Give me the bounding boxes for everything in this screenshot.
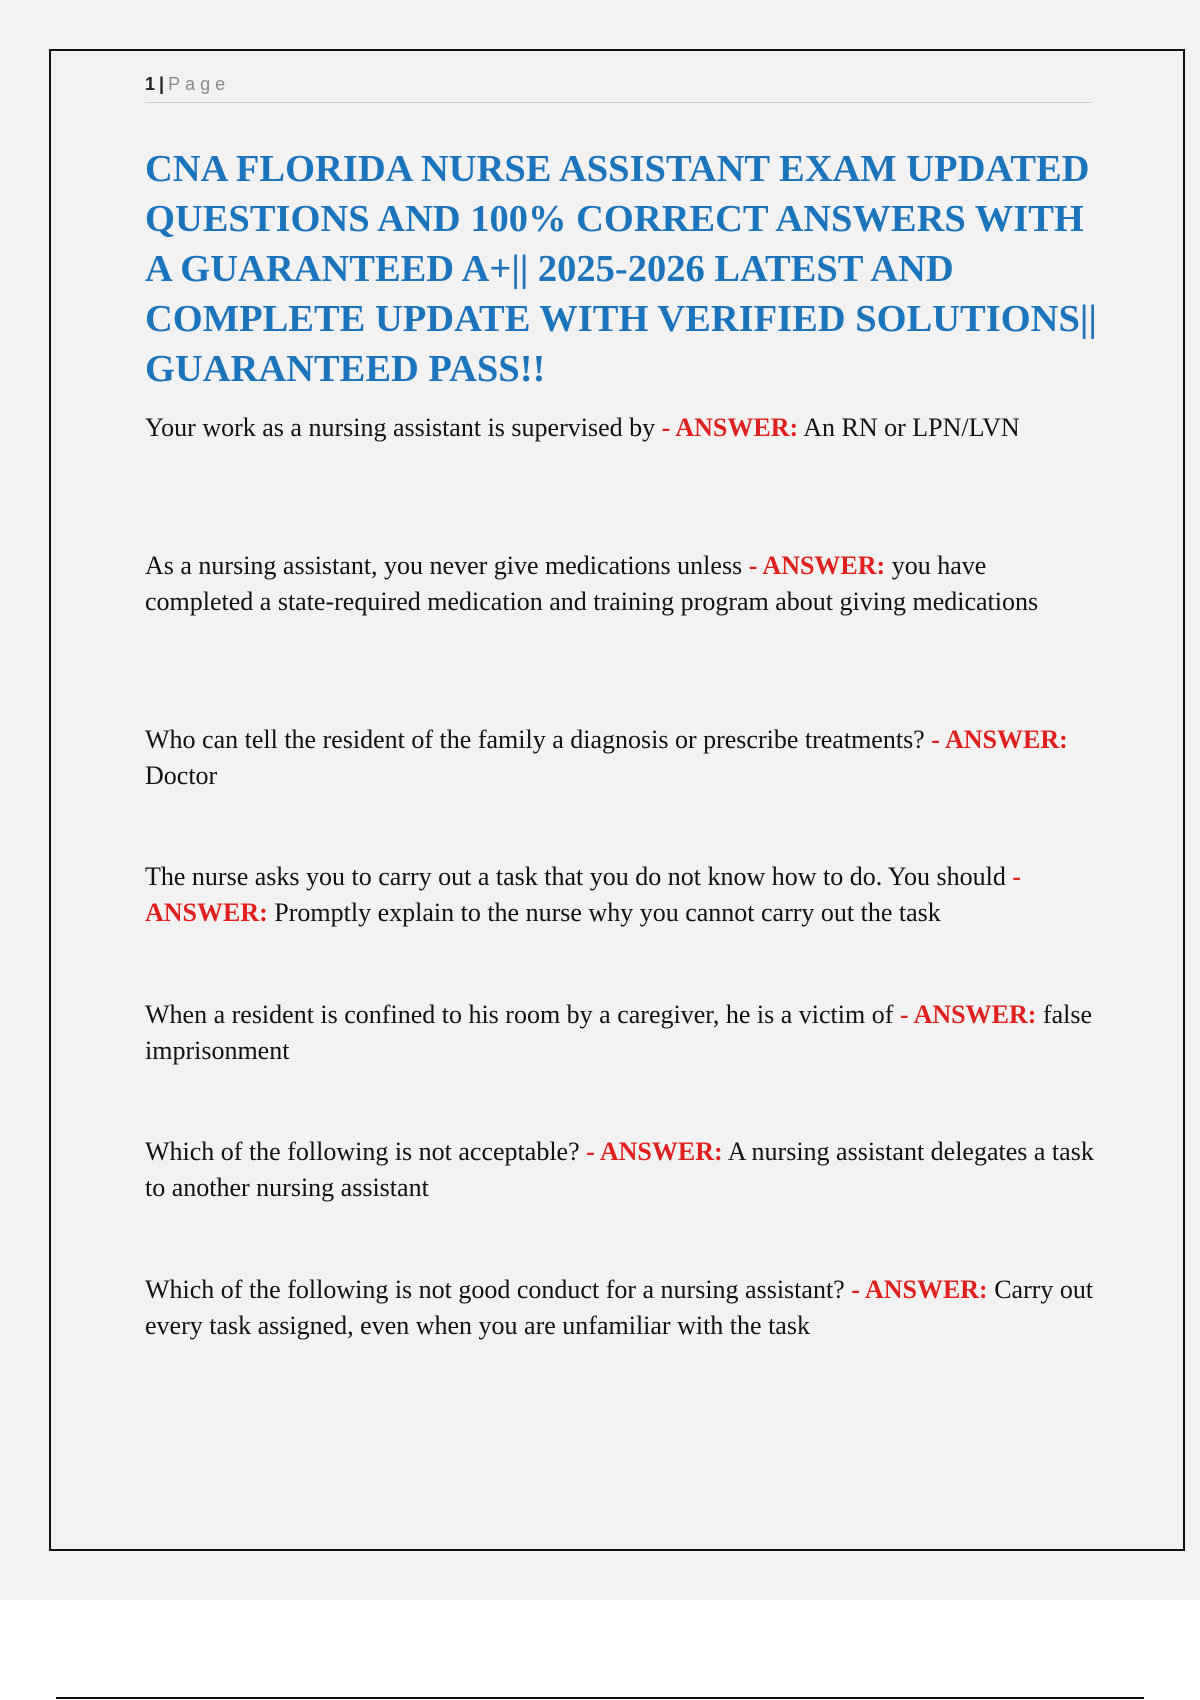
answer-label: - ANSWER: <box>748 551 886 580</box>
answer-label: - ANSWER: <box>851 1275 988 1304</box>
answer-label: - ANSWER: <box>899 1000 1037 1029</box>
document-title: CNA FLORIDA NURSE ASSISTANT EXAM UPDATED QUESTIONS AND 100% CORRECT ANSWERS WITH A GUARANTEED A+|| 2025-2026 LATEST AND COMPLETE UPDATE WITH VERIFIED SOLUTIONS|| GUARANTEED PASS!! <box>145 148 1097 390</box>
qa-list <box>145 410 1095 1344</box>
answer-text: Promptly explain to the nurse why you cannot carry out the task <box>274 898 941 927</box>
answer-label: - ANSWER: <box>931 725 1068 754</box>
question-text: Which of the following is not acceptable? <box>145 1137 580 1166</box>
question-text: As a nursing assistant, you never give medications unless <box>145 551 743 580</box>
answer-text: Doctor <box>145 761 218 790</box>
page-word: Page <box>168 74 231 94</box>
qa-item <box>145 1272 1095 1344</box>
page-header <box>145 72 1091 103</box>
page-number: 1 <box>145 74 156 94</box>
qa-item <box>145 859 1095 997</box>
answer-text: Carry out every task assigned, even when you are unfamiliar with the task <box>145 1275 1094 1340</box>
answer-text: A nursing assistant delegates a task to another nursing assistant <box>145 1137 1094 1202</box>
answer-text: you have completed a state-required medication and training program about giving medications <box>145 551 1039 616</box>
qa-item <box>145 997 1095 1134</box>
answer-text: An RN or LPN/LVN <box>803 413 1020 442</box>
answer-text: false imprisonment <box>145 1000 1092 1065</box>
qa-item <box>145 548 1095 722</box>
question-text: When a resident is confined to his room by a caregiver, he is a victim of <box>145 1000 894 1029</box>
page-separator: | <box>159 74 165 94</box>
next-page-border <box>56 1697 1144 1699</box>
answer-label: - ANSWER: <box>145 862 1021 927</box>
question-text: Who can tell the resident of the family a diagnosis or prescribe treatments? <box>145 725 925 754</box>
qa-item <box>145 722 1095 859</box>
answer-label: - ANSWER: <box>661 413 799 442</box>
question-text: Your work as a nursing assistant is supervised by <box>145 413 656 442</box>
question-text: The nurse asks you to carry out a task that you do not know how to do. You should <box>145 862 1006 891</box>
question-text: Which of the following is not good conduct for a nursing assistant? <box>145 1275 845 1304</box>
qa-item <box>145 410 1095 548</box>
answer-label: - ANSWER: <box>586 1137 723 1166</box>
qa-item <box>145 1134 1095 1272</box>
